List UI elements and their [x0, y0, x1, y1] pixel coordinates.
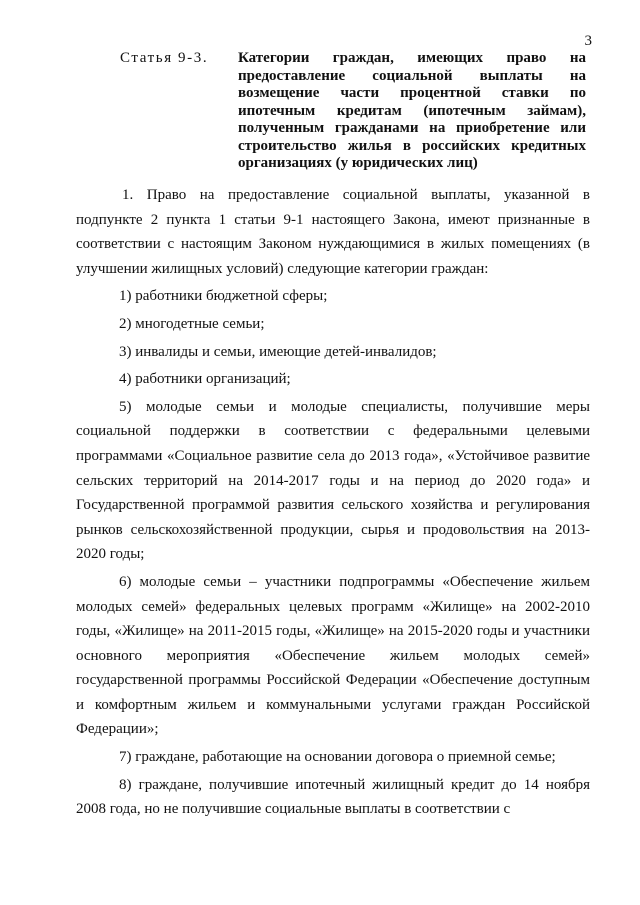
list-item: 1) работники бюджетной сферы;	[119, 288, 328, 305]
article-title: Категории граждан, имеющих право на предоставление социальной выплаты на возмещение части процентной ставки по ипотечным кредитам (ипотечным займам), полученным гражданами на приобретение или строительство жилья в российских кредитных организациях (у юридических лиц)	[238, 50, 586, 171]
list-item: 4) работники организаций;	[119, 371, 291, 388]
article-label: Статья 9-3.	[120, 50, 209, 66]
list-item: 8) граждане, получившие ипотечный жилищный кредит до 14 ноября 2008 года, но не получившие социальные выплаты в соответствии с	[76, 776, 590, 818]
list-item: 5) молодые семьи и молодые специалисты, получившие меры социальной поддержки в соответствии с федеральными целевыми программами «Социальное развитие села до 2013 года», «Устойчивое развитие сельских территорий на 2014-2017 годы и на период до 2020 года» и Государственной программой развития сельского хозяйства и регулирования рынков сельскохозяйственной продукции, сырья и продовольствия на 2013-2020 годы;	[76, 398, 590, 563]
article-body	[76, 183, 590, 822]
list-item: 6) молодые семьи – участники подпрограммы «Обеспечение жильем молодых семей» федеральных целевых программ «Жилище» на 2002-2010 годы, «Жилище» на 2011-2015 годы, «Жилище» на 2015-2020 годы и участники основного мероприятия «Обеспечение жильем молодых семей» государственной программы Российской Федерации «Обеспечение доступным и комфортным жильем и коммунальными услугами граждан Российской Федерации»;	[76, 573, 590, 738]
article-heading	[120, 50, 586, 173]
page-number: 3	[584, 33, 592, 49]
list-item: 3) инвалиды и семьи, имеющие детей-инвалидов;	[119, 343, 437, 360]
intro-paragraph: 1. Право на предоставление социальной выплаты, указанной в подпункте 2 пункта 1 статьи 9-1 настоящего Закона, имеют признанные в соответствии с настоящим Законом нуждающимися в жилых помещениях (в улучшении жилищных условий) следующие категории граждан:	[76, 187, 590, 277]
list-item: 2) многодетные семьи;	[119, 315, 265, 332]
list-item: 7) граждане, работающие на основании договора о приемной семье;	[119, 749, 556, 766]
